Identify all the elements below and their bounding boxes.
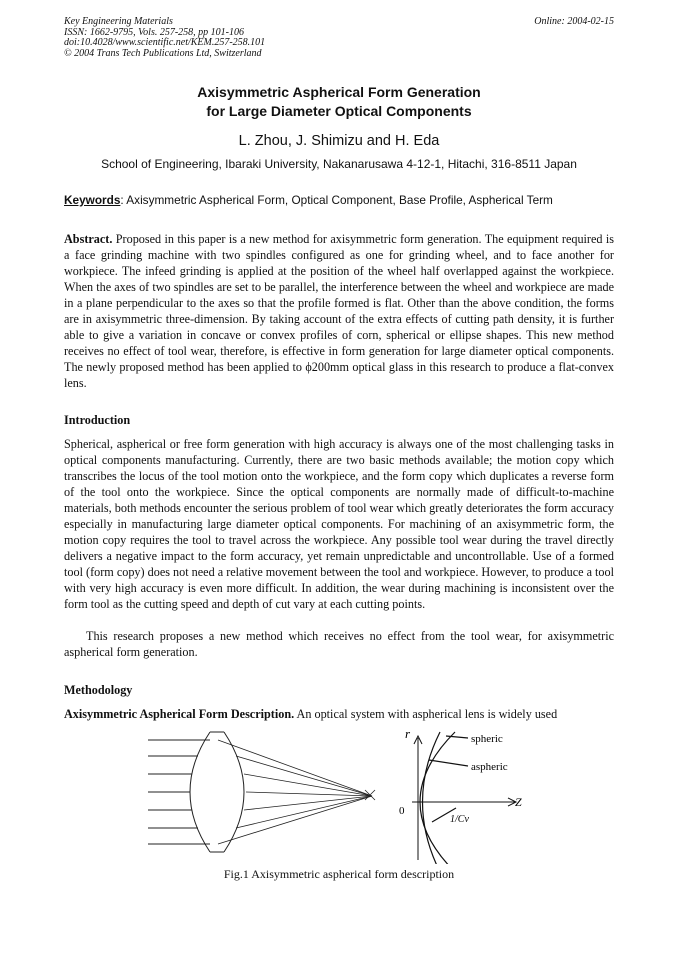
figure-1 <box>140 724 540 864</box>
introduction-paragraph-2: This research proposes a new method which receives no effect from the tool wear, for axisymmetric aspherical form generation. <box>64 629 614 659</box>
keywords-label: Keywords <box>64 193 121 207</box>
aspheric-label: aspheric <box>471 761 508 773</box>
journal-issn: ISSN: 1662-9795, Vols. 257-258, pp 101-106 <box>64 26 244 38</box>
z-axis-label: Z <box>515 795 522 809</box>
incoming-rays <box>148 740 210 844</box>
journal-name: Key Engineering Materials <box>64 16 173 27</box>
abstract-label: Abstract. <box>64 232 113 246</box>
introduction-heading: Introduction <box>64 413 131 427</box>
journal-copyright: © 2004 Trans Tech Publications Ltd, Switzerland <box>64 47 262 59</box>
methodology-paragraph <box>64 706 614 722</box>
aspherical-lens <box>190 732 244 852</box>
profile-curves <box>420 732 468 864</box>
online-date: Online: 2004-02-15 <box>534 16 614 27</box>
curvature-label: 1/Cv <box>450 814 469 825</box>
keywords <box>64 193 624 207</box>
affiliation: School of Engineering, Ibaraki University, Nakanarusawa 4-12-1, Hitachi, 316-8511 Japan <box>101 157 577 171</box>
methodology-heading: Methodology <box>64 683 133 697</box>
abstract <box>64 231 614 391</box>
keywords-colon: : <box>120 193 124 207</box>
methodology-subheading: Axisymmetric Aspherical Form Description. <box>64 707 295 721</box>
paper-title <box>0 83 678 121</box>
journal-header <box>64 17 265 59</box>
origin-label: 0 <box>399 805 405 817</box>
title-line-1: Axisymmetric Aspherical Form Generation <box>197 84 481 100</box>
journal-doi: doi:10.4028/www.scientific.net/KEM.257-258.101 <box>64 37 266 48</box>
figure-caption: Fig.1 Axisymmetric aspherical form description <box>223 867 455 881</box>
abstract-text: Proposed in this paper is a new method for axisymmetric form generation. The equipment required is a face grinding machine with two spindles configured as one for grinding wheel, and to face another for workpiece. The infeed grinding is applied at the position of the wheel half overlapped against the workpiece. When the axes of two spindles are set to be parallel, the interference between the wheel and workpiece are made in a plane perpendicular to the axes so that the profile formed is flat. Other than the above condition, the forms are in axisymmetric three-dimension. By taking account of the extra effects of cutting path density, it is further able to give a variation in concave or convex profiles of corn, spherical or ellipse shapes. This new method receives no effect of tool wear, therefore, is effective in form generation for large diameter optical components. The newly proposed method has been applied to ϕ200mm optical glass in this research to produce a flat-convex lens. <box>64 232 614 390</box>
authors: L. Zhou, J. Shimizu and H. Eda <box>238 133 440 149</box>
refracted-rays <box>218 740 375 844</box>
title-line-2: for Large Diameter Optical Components <box>206 103 472 119</box>
keywords-text: Axisymmetric Aspherical Form, Optical Component, Base Profile, Aspherical Term <box>123 193 553 207</box>
introduction-paragraph-1: Spherical, aspherical or free form generation with high accuracy is always one of the most challenging tasks in optical components manufacturing. Currently, there are two basic methods available; the motion copy which transcribes the locus of the tool motion onto the workpiece, and the form copy which duplicates a reverse form of the tool onto the workpiece. Since the optical components are normally made of difficult-to-machine materials, both methods encounter the serious problem of tool wear which greatly deteriorates the form accuracy especially in manufacturing large diameter optical components. For machining of an axisymmetric form, the motion copy requires the tool to travel across the workpiece. Any possible tool wear during the travel directly delivers a negative impact to the form accuracy, yet remain unpredictable and uncontrollable. Use of a formed tool (form copy) does not need a relative movement between the tool and workpiece. However, to produce a tool with very high accuracy is even more difficult. In addition, the wear during machining is inconsistent over the form tool as the cutting speed and depth of cut vary at each cutting points. <box>64 437 614 611</box>
methodology-text: An optical system with aspherical lens is widely used <box>294 707 558 721</box>
r-axis-label: r <box>405 726 411 741</box>
spheric-label: spheric <box>471 733 503 745</box>
